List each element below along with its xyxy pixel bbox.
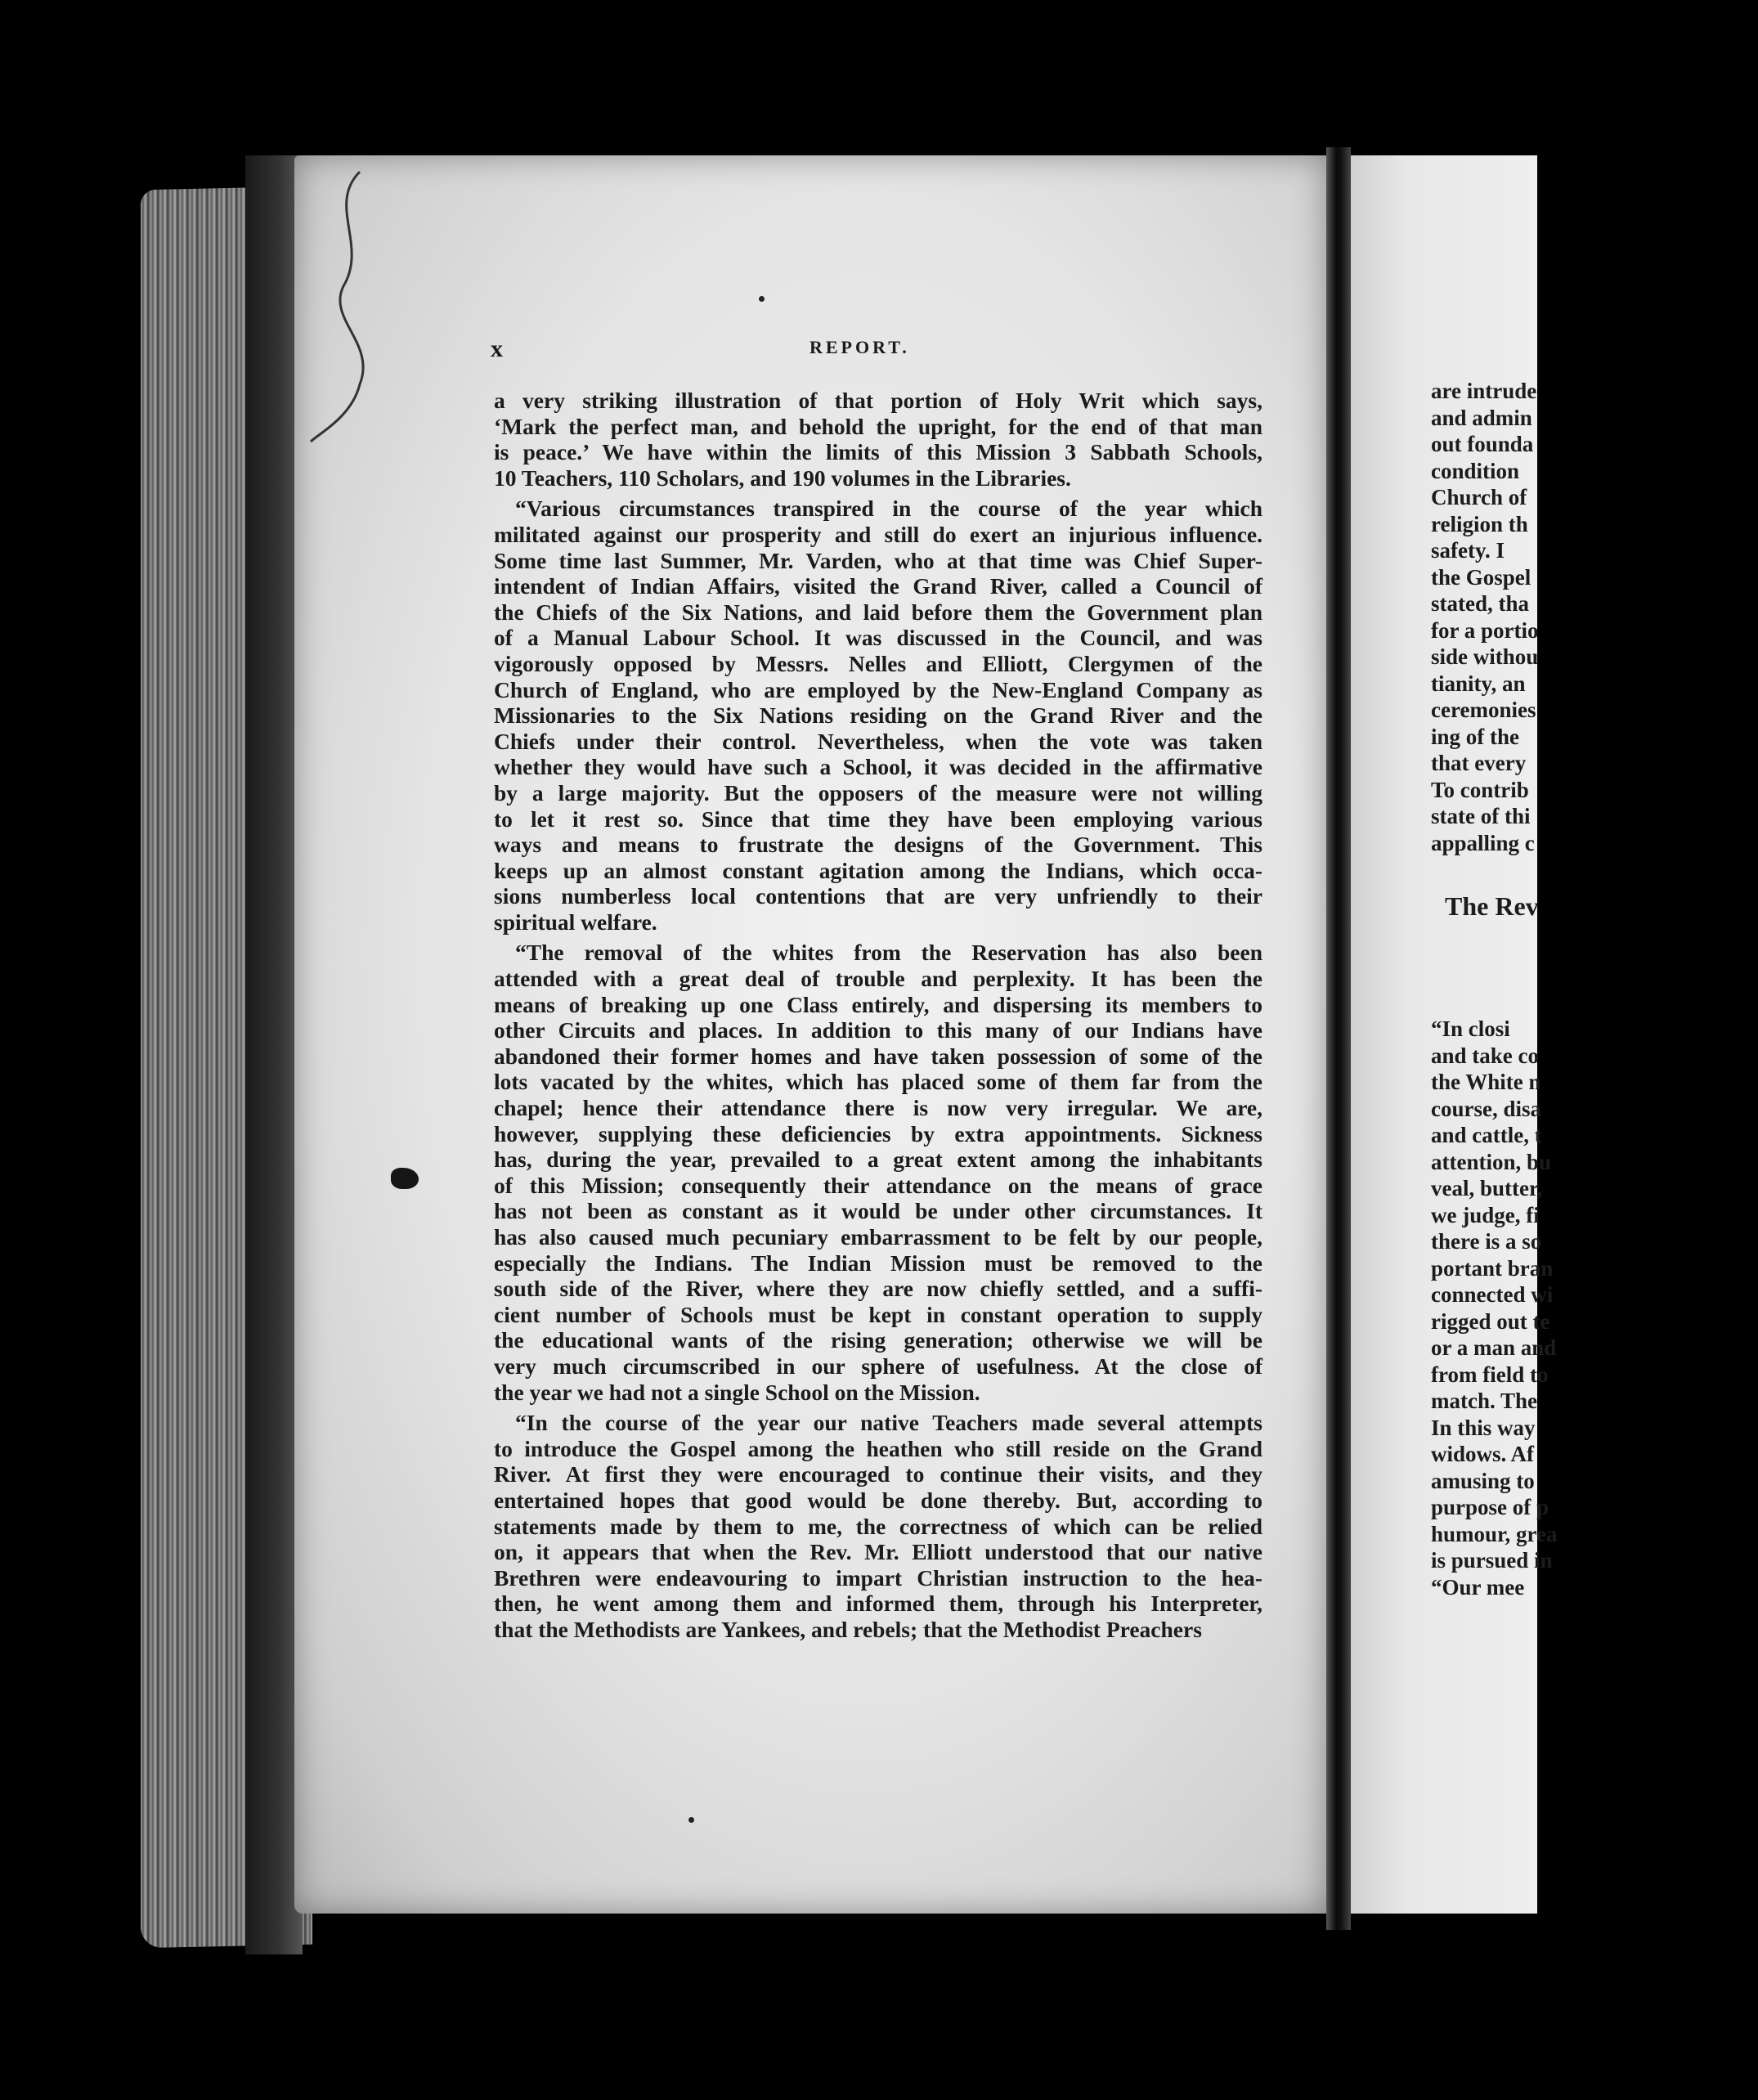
- stray-hair: [311, 172, 384, 450]
- text-line: the educational wants of the rising generation; otherwise we will be: [494, 1327, 1262, 1353]
- text-line: the year we had not a single School on the Mission.: [494, 1379, 980, 1405]
- paragraph: [494, 496, 1262, 935]
- speck: [688, 1817, 694, 1823]
- text-line: a very striking illustration of that portion of Holy Writ which says,: [494, 388, 1262, 413]
- body-text: [494, 388, 1262, 1648]
- book-gutter: [1326, 147, 1351, 1930]
- text-line: other Circuits and places. In addition to this many of our Indians have: [494, 1017, 1262, 1043]
- text-line: ways and means to frustrate the designs of the Government. This: [494, 832, 1262, 858]
- text-line: of this Mission; consequently their attendance on the means of grace: [494, 1172, 1262, 1198]
- right-page-line: attention, bu: [1431, 1149, 1552, 1174]
- text-line: very much circumscribed in our sphere of usefulness. At the close of: [494, 1353, 1262, 1379]
- paragraph: [494, 388, 1262, 491]
- text-line: 10 Teachers, 110 Scholars, and 190 volumes in the Libraries.: [494, 464, 1071, 491]
- text-line: River. At first they were encouraged to continue their visits, and they: [494, 1461, 1262, 1488]
- right-page-line: In this way: [1431, 1415, 1536, 1440]
- paragraph: [494, 940, 1262, 1405]
- text-line: cient number of Schools must be kept in constant operation to supply: [494, 1301, 1262, 1327]
- right-page-line: the Gospel: [1431, 564, 1532, 590]
- right-page-line: portant bran: [1431, 1255, 1554, 1281]
- text-line: Missionaries to the Six Nations residing on the Grand River and the: [494, 702, 1262, 729]
- speck: [759, 296, 765, 302]
- text-line: has also caused much pecuniary embarrassment to be felt by our people,: [494, 1224, 1262, 1250]
- text-line: entertained hopes that good would be done thereby. But, according to: [494, 1487, 1262, 1513]
- right-page-line: purpose of p: [1431, 1495, 1549, 1519]
- right-page-line: connected wi: [1431, 1282, 1554, 1307]
- right-page-text-bottom: [1431, 1016, 1758, 1600]
- text-line: especially the Indians. The Indian Mission must be removed to the: [494, 1250, 1262, 1276]
- text-line: abandoned their former homes and have taken possession of some of the: [494, 1043, 1262, 1069]
- right-page-line: religion th: [1431, 511, 1528, 536]
- right-page-line: To contrib: [1431, 777, 1529, 802]
- right-page-line: condition: [1431, 458, 1520, 483]
- text-line: has, during the year, prevailed to a great extent among the inhabitants: [494, 1146, 1262, 1173]
- right-page-line: humour, grea: [1431, 1521, 1558, 1546]
- right-page-line: veal, butter,: [1431, 1176, 1543, 1200]
- text-line: attended with a great deal of trouble and perplexity. It has been the: [494, 966, 1262, 992]
- right-page-line: that every: [1431, 751, 1527, 775]
- text-line: however, supplying these deficiencies by extra appointments. Sickness: [494, 1120, 1262, 1146]
- text-line: then, he went among them and informed them, through his Interpreter,: [494, 1591, 1262, 1617]
- right-page-line: from field to: [1431, 1362, 1549, 1387]
- right-page-line: and cattle, t: [1431, 1123, 1542, 1147]
- text-line: “In the course of the year our native Teachers made several attempts: [515, 1410, 1262, 1436]
- right-page-line: Church of: [1431, 485, 1527, 509]
- text-line: whether they would have such a School, it was decided in the affirmative: [494, 754, 1262, 780]
- text-line: that the Methodists are Yankees, and rebels; that the Methodist Preachers: [494, 1616, 1202, 1642]
- text-line: ‘Mark the perfect man, and behold the upright, for the end of that man: [494, 413, 1262, 439]
- right-page-line: appalling c: [1431, 830, 1535, 855]
- right-page-line: “Our mee: [1431, 1574, 1525, 1600]
- text-line: sions numberless local contentions that are very unfriendly to their: [494, 883, 1262, 909]
- running-head: REPORT.: [809, 337, 910, 357]
- right-page-line: is pursued in: [1431, 1548, 1553, 1573]
- right-page: [1351, 155, 1558, 1914]
- right-page-line: course, disa: [1431, 1096, 1541, 1121]
- text-line: Chiefs under their control. Nevertheless, when the vote was taken: [494, 728, 1262, 754]
- right-page-line: tianity, an: [1431, 671, 1526, 696]
- right-page-line: there is a so: [1431, 1229, 1542, 1254]
- text-line: lots vacated by the whites, which has placed some of them far from the: [494, 1069, 1262, 1095]
- text-line: “The removal of the whites from the Reservation has also been: [515, 940, 1262, 966]
- text-line: to let it rest so. Since that time they have been employing various: [494, 805, 1262, 832]
- right-page-line: widows. Af: [1431, 1442, 1535, 1466]
- text-line: south side of the River, where they are now chiefly settled, and a suffi-: [494, 1276, 1262, 1302]
- text-line: the Chiefs of the Six Nations, and laid before them the Government plan: [494, 599, 1262, 625]
- text-line: intendent of Indian Affairs, visited the Grand River, called a Council of: [494, 573, 1262, 599]
- text-line: militated against our prosperity and still do exert an injurious influence.: [494, 521, 1262, 547]
- right-page-heading: The Rev: [1445, 891, 1539, 921]
- right-page-line: we judge, fi: [1431, 1202, 1540, 1227]
- ink-blot: [391, 1168, 419, 1189]
- text-line: spiritual welfare.: [494, 909, 657, 935]
- right-page-line: out founda: [1431, 432, 1534, 456]
- text-line: keeps up an almost constant agitation among the Indians, which occa-: [494, 857, 1262, 883]
- page-number: x: [491, 335, 504, 362]
- right-page-line: ing of the: [1431, 724, 1519, 749]
- right-page-line: “In closi: [1431, 1016, 1510, 1041]
- text-line: has not been as constant as it would be under other circumstances. It: [494, 1198, 1262, 1224]
- right-page-line: are intrude: [1431, 379, 1537, 403]
- right-page-text-top: [1431, 378, 1758, 856]
- text-line: “Various circumstances transpired in the course of the year which: [515, 496, 1262, 522]
- right-page-line: state of thi: [1431, 804, 1531, 828]
- text-line: means of breaking up one Class entirely, and dispersing its members to: [494, 991, 1262, 1017]
- right-page-line: ceremonies: [1431, 698, 1536, 722]
- text-line: of a Manual Labour School. It was discussed in the Council, and was: [494, 625, 1262, 651]
- right-page-line: side withou: [1431, 644, 1539, 669]
- right-page-line: and admin: [1431, 405, 1532, 430]
- text-line: vigorously opposed by Messrs. Nelles and Elliott, Clergymen of the: [494, 650, 1262, 676]
- right-page-line: stated, tha: [1431, 591, 1529, 616]
- right-page-line: the White n: [1431, 1070, 1541, 1094]
- text-line: by a large majority. But the opposers of the measure were not willing: [494, 779, 1262, 805]
- text-line: statements made by them to me, the correctness of which can be relied: [494, 1513, 1262, 1539]
- text-line: on, it appears that when the Rev. Mr. Elliott understood that our native: [494, 1539, 1262, 1565]
- right-page-line: amusing to: [1431, 1468, 1535, 1493]
- text-line: to introduce the Gospel among the heathen who still reside on the Grand: [494, 1435, 1262, 1461]
- text-line: Brethren were endeavouring to impart Christian instruction to the hea-: [494, 1564, 1262, 1591]
- right-page-line: match. The: [1431, 1389, 1538, 1413]
- right-page-line: safety. I: [1431, 538, 1505, 563]
- text-line: Church of England, who are employed by the New-England Company as: [494, 676, 1262, 702]
- right-page-line: for a portio: [1431, 617, 1539, 643]
- right-page-line: rigged out te: [1431, 1308, 1550, 1334]
- right-page-line: and take co: [1431, 1043, 1540, 1068]
- text-line: chapel; hence their attendance there is now very irregular. We are,: [494, 1095, 1262, 1121]
- right-page-line: or a man and: [1431, 1335, 1557, 1360]
- text-line: is peace.’ We have within the limits of this Mission 3 Sabbath Schools,: [494, 439, 1262, 465]
- text-line: Some time last Summer, Mr. Varden, who at that time was Chief Super-: [494, 547, 1262, 573]
- paragraph: [494, 1410, 1262, 1642]
